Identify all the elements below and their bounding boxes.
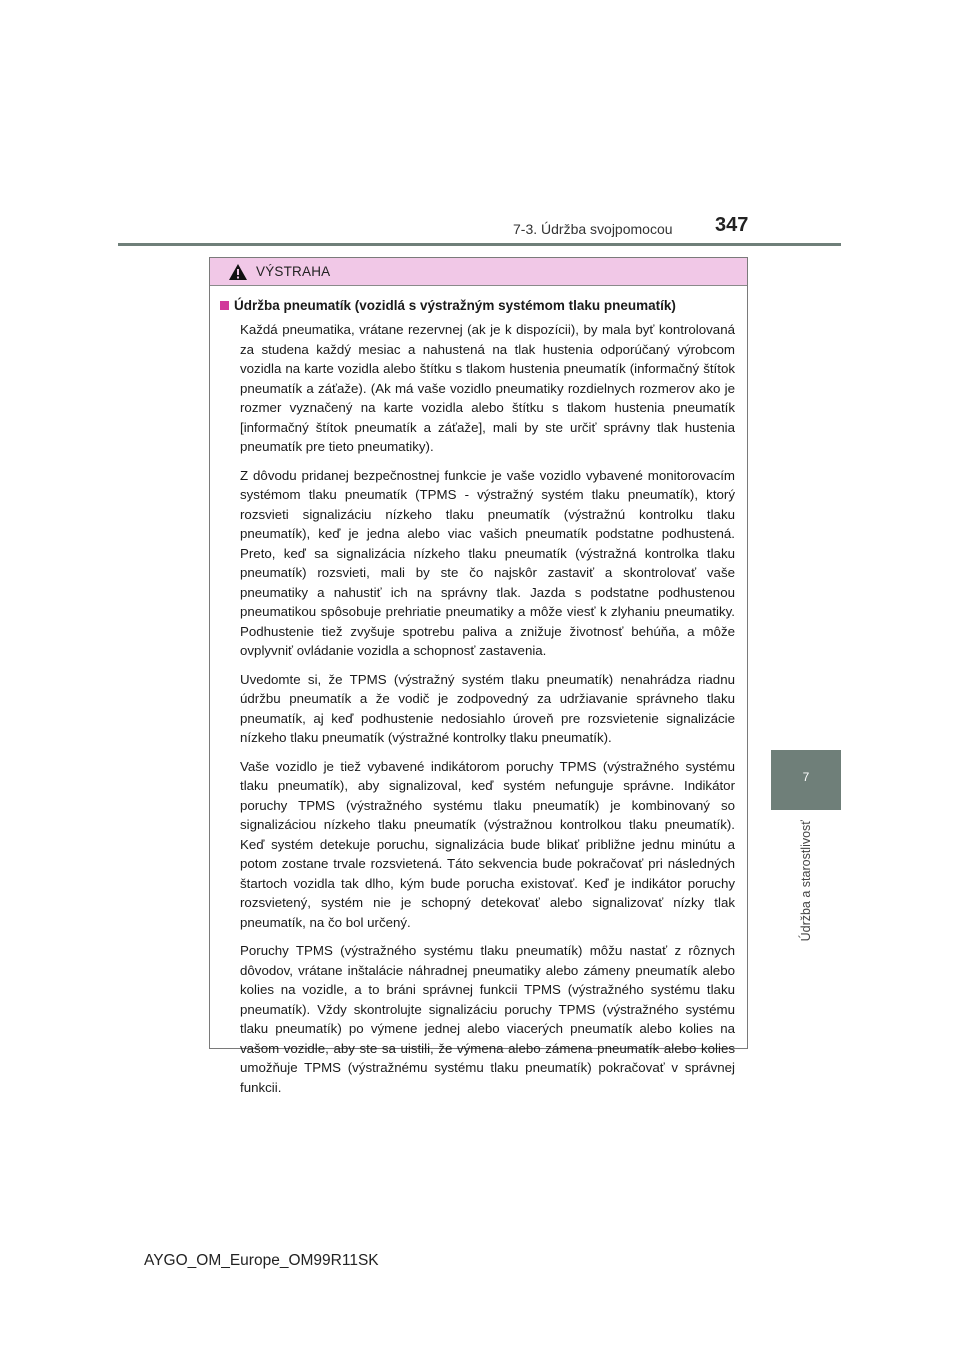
document-code: AYGO_OM_Europe_OM99R11SK bbox=[144, 1252, 379, 1269]
warning-paragraph: Vaše vozidlo je tiež vybavené indikátorom poruchy TPMS (výstražného systému tlaku pneumatík), aby signalizoval, keď systém nefunguje správne. Indikátor poruchy TPMS (výstražného systému tlaku pneumatík) je kombinovaný so signalizáciou nízkeho tlaku pneumatík (výstražnou kontrolkou tlaku pneumatík). Keď systém detekuje poruchu, signalizácia bude blikať približne jednu minútu a potom zostane trvale rozsvietená. Táto sekvencia bude pokračovať pri následných štartoch vozidla tak dlho, kým bude porucha existovať. Keď je indikátor poruchy rozsvietený, systém nie je schopný detekovať alebo signalizovať nízky tlak pneumatík, na čo bol určený. bbox=[240, 758, 735, 930]
warning-header bbox=[210, 258, 747, 286]
header-rule bbox=[118, 243, 841, 246]
page-number: 347 bbox=[715, 214, 749, 236]
square-bullet-icon bbox=[220, 301, 229, 310]
warning-paragraph: Každá pneumatika, vrátane rezervnej (ak je k dispozícii), by mala byť kontrolovaná za studena každý mesiac a nahustená na tlak hustenia odporúčaný výrobcom vozidla na karte vozidla alebo štítku s tlakom hustenia pneumatík (informačný štítok pneumatík a záťaže). (Ak má vaše vozidlo pneumatiky rozdielnych rozmerov ako je rozmer vyznačený na karte vozidla alebo štítku s tlakom hustenia pneumatík [informačný štítok pneumatík a záťaže], mali by ste určiť správny tlak hustenia pneumatík pre tieto pneumatiky). bbox=[240, 322, 735, 454]
warning-box bbox=[209, 257, 748, 1095]
warning-body bbox=[210, 286, 747, 1097]
chapter-title-vertical bbox=[797, 820, 815, 980]
warning-paragraph: Z dôvodu pridanej bezpečnostnej funkcie je vaše vozidlo vybavené monitorovacím systémom tlaku pneumatík (TPMS - výstražný systém tlaku pneumatík), ktorý rozsvieti signalizáciu nízkeho tlaku pneumatík (výstražnú kontrolku tlaku pneumatík), keď je jedna alebo viac vašich pneumatík podstatne podhustená. Preto, keď sa signalizácia nízkeho tlaku pneumatík (výstražná kontrolka tlaku pneumatík) rozsvieti, mali by ste čo najskôr zastaviť a skontrolovať vaše pneumatiky a nahustiť ich na správny tlak. Jazda s podstatne podhustenou pneumatikou spôsobuje prehriatie pneumatiky a môže viesť k zlyhaniu pneumatiky. Podhustenie tiež zvyšuje spotrebu paliva a znižuje životnosť behúňa, a môže ovplyvniť ovládanie vozidla a schopnosť zastavenia. bbox=[240, 467, 735, 658]
header-section-title: 7-3. Údržba svojpomocou bbox=[513, 221, 673, 237]
warning-heading-text: Údržba pneumatík (vozidlá s výstražným systémom tlaku pneumatík) bbox=[234, 298, 676, 313]
warning-title: VÝSTRAHA bbox=[256, 264, 331, 279]
warning-heading bbox=[220, 298, 739, 313]
chapter-tab bbox=[771, 750, 841, 810]
warning-paragraph: Uvedomte si, že TPMS (výstražný systém tlaku pneumatík) nenahrádza riadnu údržbu pneumatík a že vodič je zodpovedný za udržiavanie správneho tlaku pneumatík, aj keď podhustenie nedosiahlo úroveň pre rozsvietenie signalizácie nízkeho tlaku pneumatík (výstražné kontrolky tlaku pneumatík). bbox=[240, 671, 735, 745]
chapter-number: 7 bbox=[802, 770, 810, 784]
warning-paragraph: Poruchy TPMS (výstražného systému tlaku pneumatík) môžu nastať z rôznych dôvodov, vrátane inštalácie náhradnej pneumatiky alebo zámeny pneumatík alebo kolies na vozidle, a to bráni správnej funkcii TPMS (výstražného systému tlaku pneumatík). Vždy skontrolujte signalizáciu poruchy TPMS (výstražného systému tlaku pneumatík) po výmene jednej alebo viacerých pneumatík alebo kolies na vašom vozidle, aby ste sa uistili, že výmena alebo zámena pneumatík alebo kolies umožňuje TPMS (výstražnému systému tlaku pneumatík) pokračovať v správnej funkcii. bbox=[240, 943, 735, 1095]
chapter-title: Údržba a starostlivosť bbox=[799, 820, 813, 942]
warning-triangle-icon bbox=[228, 263, 248, 281]
